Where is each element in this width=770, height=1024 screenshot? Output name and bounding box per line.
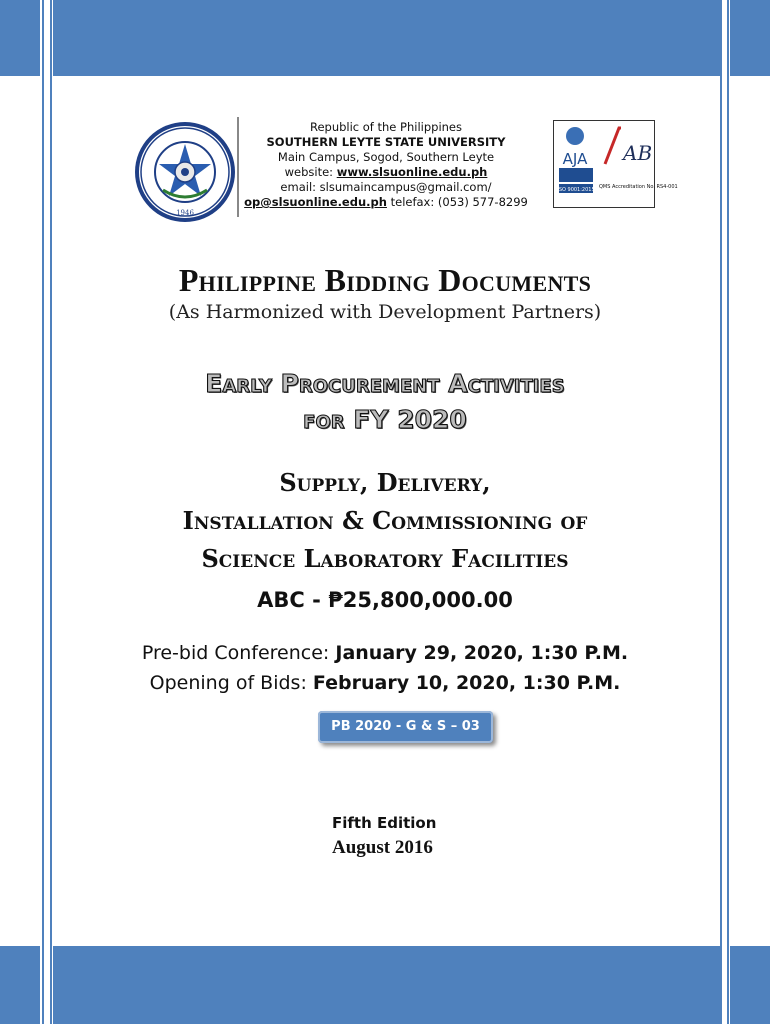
project-title-line3: Science Laboratory Facilities xyxy=(201,544,569,573)
prebid-label: Pre-bid Conference: xyxy=(141,642,336,664)
bid-schedule xyxy=(0,638,770,698)
project-title xyxy=(0,464,770,578)
frame-band-left-bottom xyxy=(0,946,40,1024)
opening-row xyxy=(0,668,770,698)
edition-label: Fifth Edition xyxy=(332,814,437,832)
frame-band-right-top xyxy=(730,0,770,76)
letterhead-university: SOUTHERN LEYTE STATE UNIVERSITY xyxy=(266,135,506,149)
edition-date: August 2016 xyxy=(332,837,433,858)
letterhead-website-row xyxy=(236,165,536,180)
iso-certification-logo xyxy=(553,120,678,208)
letterhead xyxy=(236,120,536,210)
seal-year: 1946 xyxy=(176,209,194,217)
letterhead-email2-row xyxy=(236,195,536,210)
frame-band-top xyxy=(53,0,720,76)
prebid-value: January 29, 2020, 1:30 P.M. xyxy=(335,642,629,664)
university-seal-logo xyxy=(133,120,237,224)
letterhead-website-link[interactable]: www.slsuonline.edu.ph xyxy=(336,165,488,179)
opening-label: Opening of Bids: xyxy=(149,672,313,694)
frame-band-bottom xyxy=(53,946,720,1024)
frame-band-right-bottom xyxy=(730,946,770,1024)
document-title: Philippine Bidding Documents xyxy=(178,262,592,298)
project-title-line2: Installation & Commissioning of xyxy=(182,506,588,535)
cert-aja-text: AJA xyxy=(562,150,588,168)
letterhead-email2-link[interactable]: op@slsuonline.edu.ph xyxy=(244,195,387,209)
letterhead-campus: Main Campus, Sogod, Southern Leyte xyxy=(277,150,495,164)
early-procurement-line1: Early Procurement Activities xyxy=(205,369,565,398)
early-procurement-line2: for FY 2020 xyxy=(303,405,467,434)
early-procurement-heading xyxy=(0,366,770,438)
project-title-line1: Supply, Delivery, xyxy=(279,468,491,497)
prebid-row xyxy=(0,638,770,668)
cert-iso-text: ISO 9001:2015 xyxy=(557,187,595,193)
pb-number-badge: PB 2020 - G & S – 03 xyxy=(318,711,493,743)
document-subtitle: (As Harmonized with Development Partners) xyxy=(168,301,602,323)
opening-value: February 10, 2020, 1:30 P.M. xyxy=(312,672,621,694)
letterhead-telefax: telefax: (053) 577-8299 xyxy=(386,195,528,209)
letterhead-email: email: slsumaincampus@gmail.com/ xyxy=(280,180,492,194)
letterhead-republic: Republic of the Philippines xyxy=(309,120,463,134)
approved-budget: ABC - ₱25,800,000.00 xyxy=(257,588,513,612)
frame-band-left-top xyxy=(0,0,40,76)
cert-qms-text: QMS Accreditation No. RS4-001 xyxy=(599,184,678,190)
letterhead-website-label: website: xyxy=(284,165,337,179)
cert-jab-text: AB xyxy=(623,141,653,165)
